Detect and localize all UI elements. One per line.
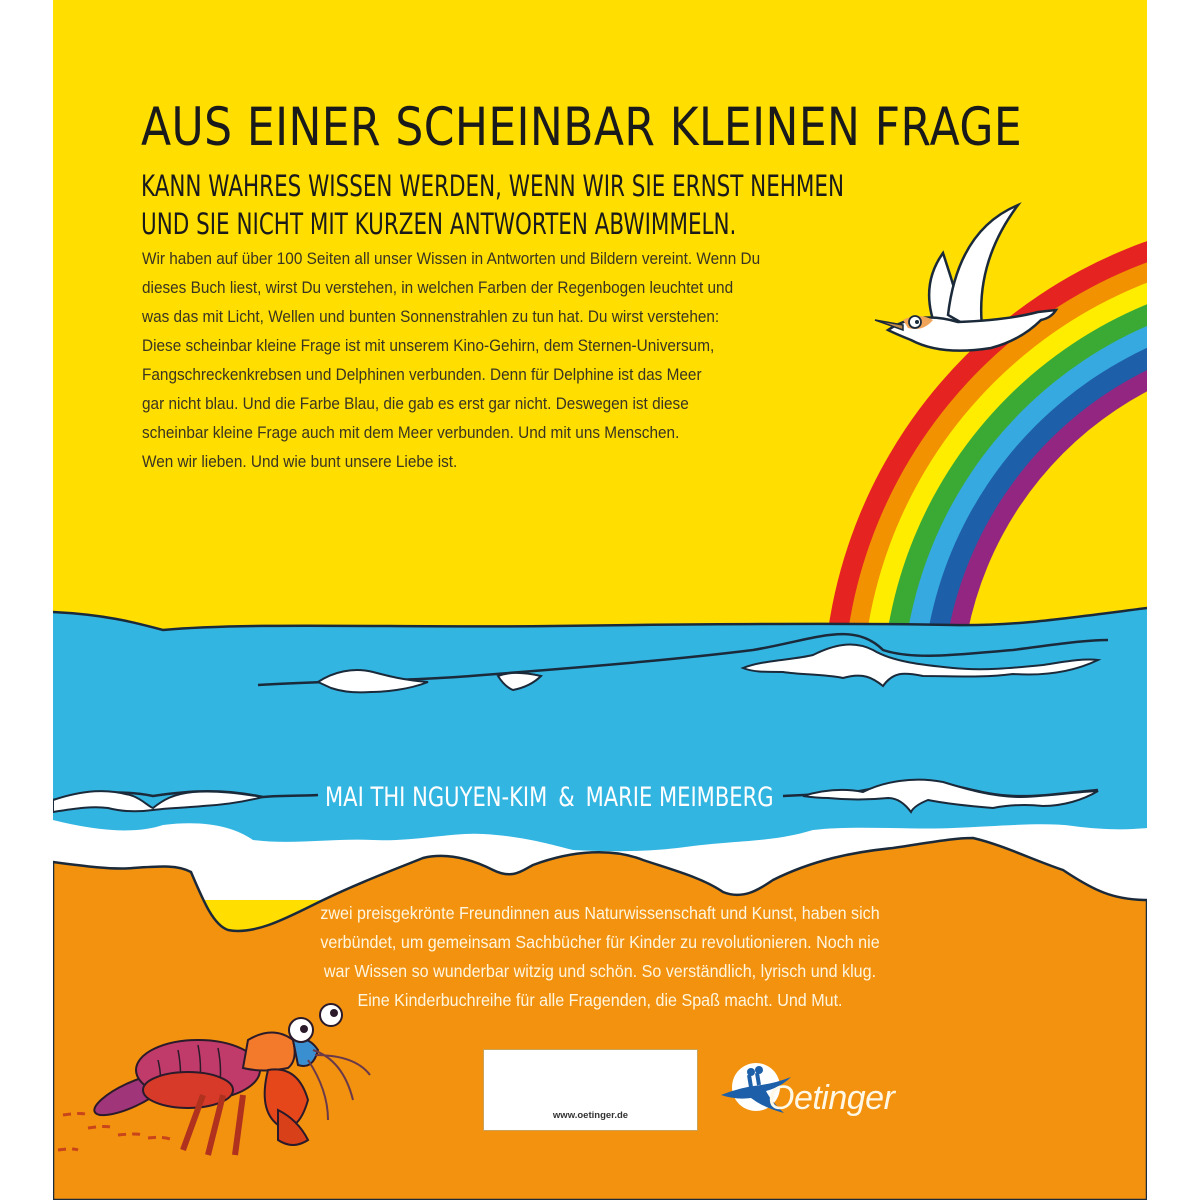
blurb-line: Wen wir lieben. Und wie bunt unsere Liebe ist.	[142, 453, 458, 471]
publisher-logo	[718, 1055, 938, 1135]
blurb-line: Fangschreckenkrebsen und Delphinen verbunden. Denn für Delphine ist das Meer	[142, 366, 702, 384]
blurb-line: Diese scheinbar kleine Frage ist mit unserem Kino-Gehirn, dem Sternen-Universum,	[142, 337, 715, 355]
bio-line: zwei preisgekrönte Freundinnen aus Naturwissenschaft und Kunst, haben sich	[320, 903, 880, 923]
book-back-cover	[53, 0, 1147, 1200]
blurb-line: scheinbar kleine Frage auch mit dem Meer verbunden. Und mit uns Menschen.	[142, 424, 680, 442]
bio-line: Eine Kinderbuchreihe für alle Fragenden, die Spaß macht. Und Mut.	[357, 990, 843, 1010]
publisher-url: www.oetinger.de	[552, 1110, 629, 1121]
barcode-area	[483, 1049, 698, 1131]
headline: AUS EINER SCHEINBAR KLEINEN FRAGE	[141, 97, 1023, 158]
bio-line: verbündet, um gemeinsam Sachbücher für Kinder zu revolutionieren. Noch nie	[320, 932, 880, 952]
blurb-line: dieses Buch liest, wirst Du verstehen, in welchen Farben der Regenbogen leuchtet und	[142, 279, 734, 297]
author-2: MARIE MEIMBERG	[585, 782, 774, 813]
author-names	[325, 781, 774, 815]
blurb-line: was das mit Licht, Wellen und bunten Sonnenstrahlen zu tun hat. Du wirst verstehen:	[142, 308, 720, 326]
publisher-name: Oetinger	[768, 1079, 895, 1117]
blurb	[142, 245, 922, 477]
subheadline	[141, 167, 844, 243]
author-bio	[53, 899, 1147, 1015]
blurb-line: Wir haben auf über 100 Seiten all unser Wissen in Antworten und Bildern vereint. Wenn Du	[142, 250, 761, 268]
subheadline-line: UND SIE NICHT MIT KURZEN ANTWORTEN ABWIMMELN.	[141, 207, 737, 241]
subheadline-line: KANN WAHRES WISSEN WERDEN, WENN WIR SIE ERNST NEHMEN	[141, 169, 845, 203]
blurb-line: gar nicht blau. Und die Farbe Blau, die gab es erst gar nicht. Deswegen ist diese	[142, 395, 689, 413]
ampersand: &	[558, 782, 575, 813]
bio-line: war Wissen so wunderbar witzig und schön. So verständlich, lyrisch und klug.	[323, 961, 877, 981]
author-1: MAI THI NGUYEN-KIM	[325, 782, 548, 813]
